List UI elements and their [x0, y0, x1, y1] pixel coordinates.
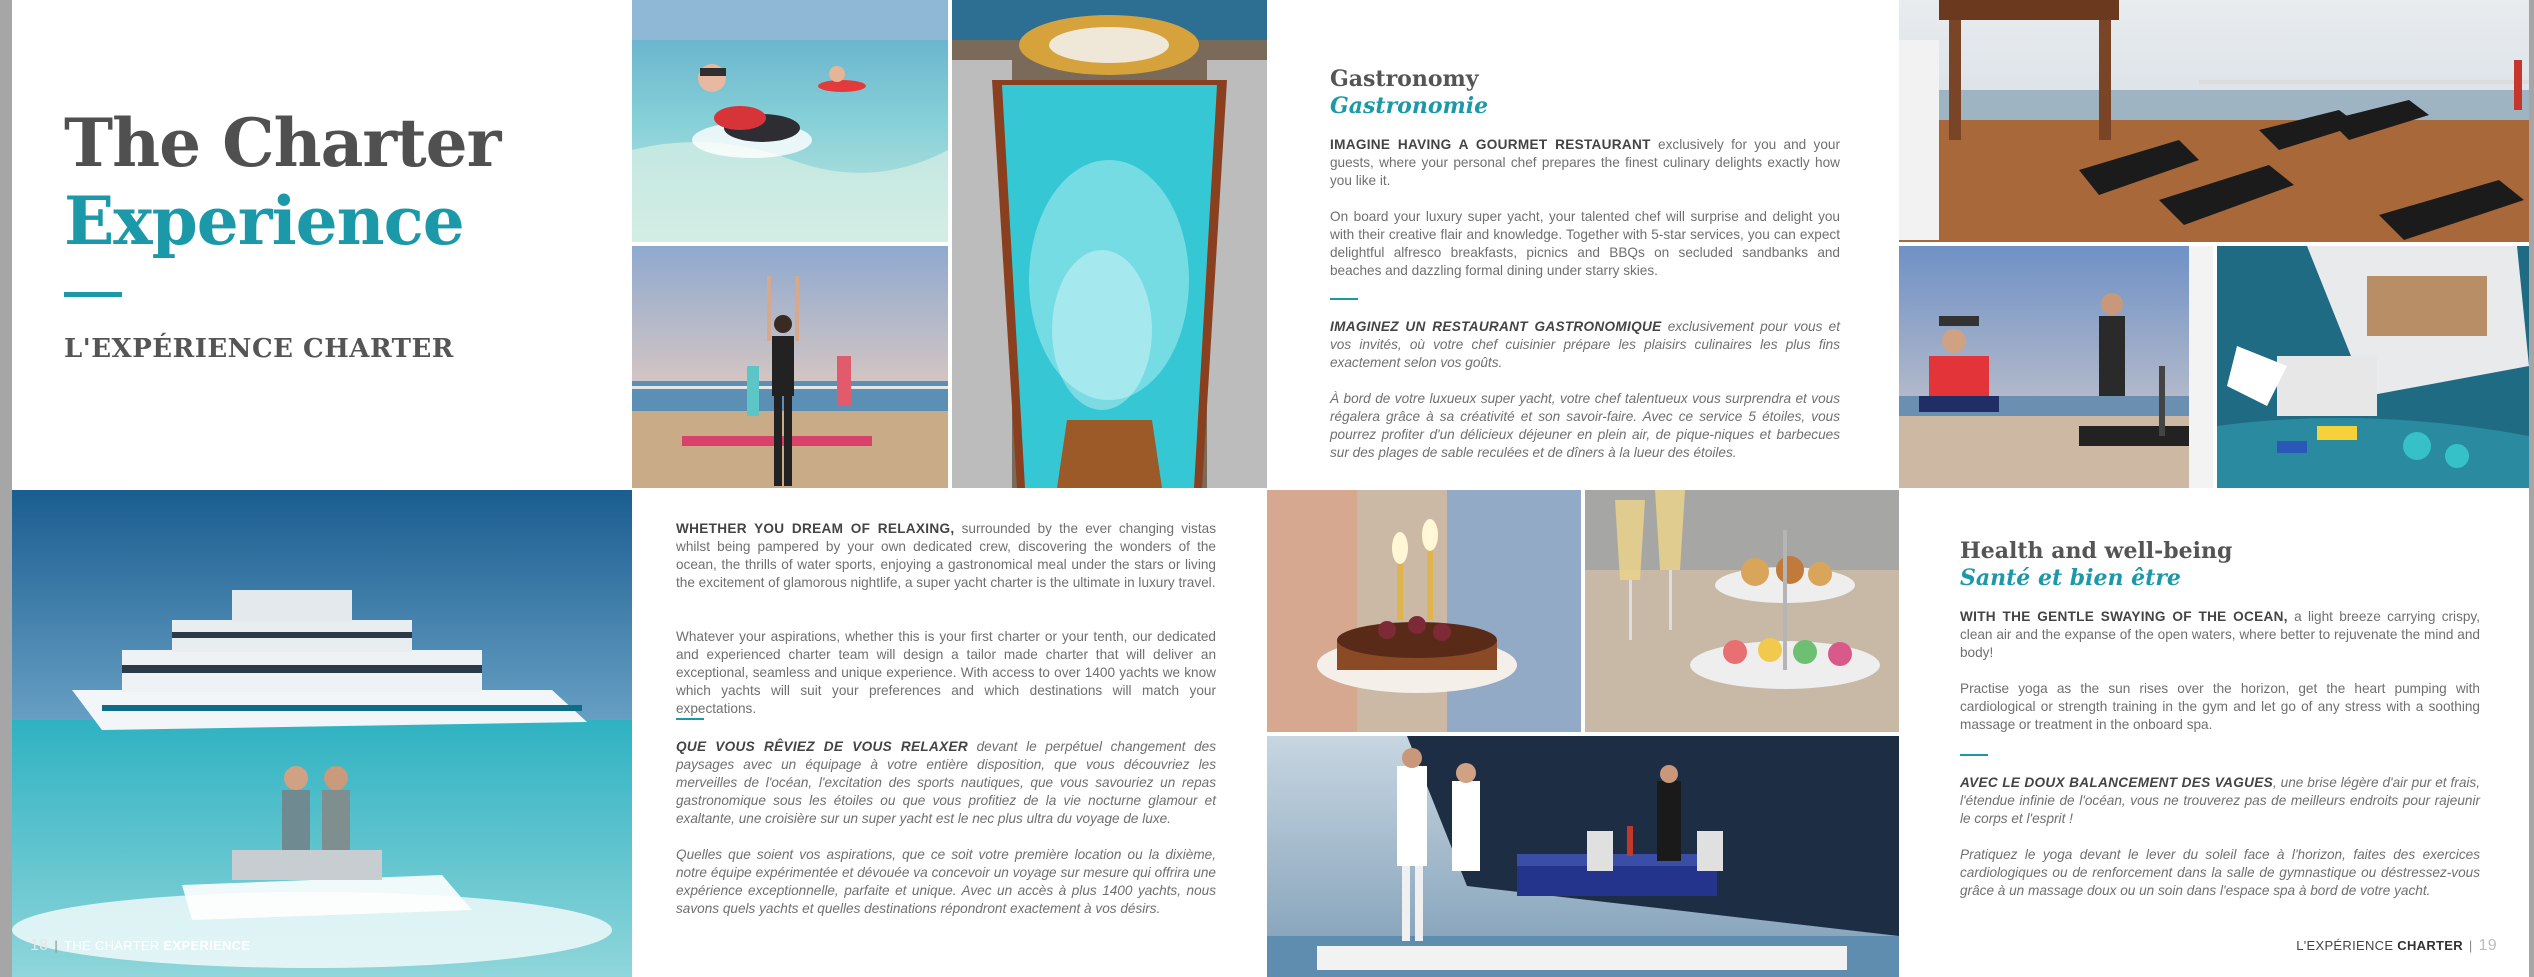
- gastronomy-body-en: exclusively for you and your guests, where your personal chef prepares the finest culinary delights exactly how you like it.: [1330, 137, 1840, 188]
- photo-deck-gym: [1899, 246, 2213, 488]
- health-lead-en: WITH THE GENTLE SWAYING OF THE OCEAN,: [1960, 609, 2288, 624]
- gastronomy-paragraph-3: [1330, 318, 1840, 372]
- intro-body-en: surrounded by the ever changing vistas whilst being pampered by your own dedicated crew, discovering the wonders of the ocean, the thrills of water sports, enjoying a gastronomical meal under the stars or living the excitement of glamorous nightlife, a super yacht charter is the ultimate in luxury travel.: [676, 521, 1216, 590]
- health-divider: [1960, 754, 1988, 756]
- photo-crew-dining: [1267, 736, 1899, 977]
- photo-superyacht-jetski: [12, 490, 632, 977]
- gastronomy-paragraph-2: On board your luxury super yacht, your talented chef will surprise and delight you with their creative flair and knowledge. Together with 5-star services, you can expect delightful alfresco breakfasts, picnics and BBQs on secluded sandbanks and beaches and dazzling formal dining under starry skies.: [1330, 209, 1840, 278]
- intro-paragraph-3: [676, 738, 1216, 828]
- intro-lead-fr: QUE VOUS RÊVIEZ DE VOUS RELAXER: [676, 739, 968, 754]
- intro-body-fr: devant le perpétuel changement des paysages avec un équipage à votre entière disposition, que vous découvriez les merveilles de l'océan, l'excitation des sports nautiques, que vous savouriez un repas gastronomique sous les étoiles ou que vous profitiez de la vie nocturne glamour et exaltante, une croisière sur un super yacht est le nec plus ultra du voyage de luxe.: [676, 739, 1216, 826]
- photo-seabob-swimmer: [632, 0, 948, 242]
- title-french: L'EXPÉRIENCE CHARTER: [64, 334, 454, 364]
- health-heading-fr: Santé et bien être: [1960, 565, 2181, 591]
- intro-paragraph-2: Whatever your aspirations, whether this is your first charter or your tenth, our dedicated and experienced charter team will design a tailor made charter that will deliver an exceptional, seamless and unique experience. With access to over 1400 yachts we know which yachts will suit your preferences and which destinations will match your expectations.: [676, 629, 1216, 716]
- intro-divider: [676, 718, 704, 720]
- health-paragraph-1: [1960, 608, 2480, 662]
- folio-left: 18 | THE CHARTER EXPERIENCE: [30, 937, 251, 954]
- intro-paragraph-1: [676, 520, 1216, 592]
- page-number-left: 18: [30, 937, 49, 954]
- health-body-en: a light breeze carrying crispy, clean air and the expanse of the open waters, where better to rejuvenate the mind and body!: [1960, 609, 2480, 660]
- photo-deck-lounge: [1899, 0, 2529, 242]
- gastronomy-divider: [1330, 298, 1358, 300]
- folio-label-bold-left: EXPERIENCE: [163, 938, 251, 953]
- intro-paragraph-4: Quelles que soient vos aspirations, que ce soit votre première location ou la dixième, notre équipe expérimentée et dévouée va concevoir un voyage sur mesure qui offrira une expérience exceptionnelle, parfaite et unique. Avec un accès à plus 1400 yachts, nous savons quels yachts et quelles destinations répondront exactement à vos désirs.: [676, 847, 1216, 916]
- title-line-2: Experience: [64, 182, 464, 260]
- title-line-1: The Charter: [64, 104, 501, 182]
- health-paragraph-3: [1960, 774, 2480, 828]
- photo-afternoon-tea: [1585, 490, 1899, 732]
- health-body-fr: , une brise légère d'air pur et frais, l'étendue infinie de l'océan, vous ne trouverez pas de meilleurs endroits pour rajeunir le corps et l'esprit !: [1960, 775, 2480, 826]
- page-number-right: 19: [2478, 937, 2497, 954]
- folio-right: L'EXPÉRIENCE CHARTER | 19: [2296, 937, 2497, 954]
- intro-lead-en: WHETHER YOU DREAM OF RELAXING,: [676, 521, 955, 536]
- left-page: [12, 0, 1267, 977]
- gastronomy-paragraph-4: À bord de votre luxueux super yacht, votre chef talentueux vous surprendra et vous régalera grâce à sa créativité et son savoir-faire. Avec ce service 5 étoiles, vous pourrez profiter d'un délicieux déjeuner en plein air, de pique-niques et barbecues sur des plages de sable reculées et de dîners à la lueur des étoiles.: [1330, 391, 1840, 460]
- gastronomy-heading-en: Gastronomy: [1330, 66, 1479, 92]
- gastronomy-heading-fr: Gastronomie: [1330, 93, 1489, 119]
- gastronomy-lead-fr: IMAGINEZ UN RESTAURANT GASTRONOMIQUE: [1330, 319, 1662, 334]
- gastronomy-lead-en: IMAGINE HAVING A GOURMET RESTAURANT: [1330, 137, 1651, 152]
- health-paragraph-2: Practise yoga as the sun rises over the horizon, get the heart pumping with cardiological or strength training in the gym and let go of any stress with a soothing massage or treatment in the onboard spa.: [1960, 681, 2480, 732]
- folio-label-right: L'EXPÉRIENCE: [2296, 938, 2394, 953]
- photo-yacht-watertoys: [2217, 246, 2529, 488]
- gastronomy-body-fr: exclusivement pour vous et vos invités, où votre chef cuisinier prépare les plaisirs culinaires les plus fins exactement selon vos goûts.: [1330, 319, 1840, 370]
- photo-yacht-pool: [952, 0, 1267, 488]
- folio-label-bold-right: CHARTER: [2397, 938, 2463, 953]
- health-lead-fr: AVEC LE DOUX BALANCEMENT DES VAGUES: [1960, 775, 2273, 790]
- title-accent-rule: [64, 292, 122, 297]
- folio-label-left: THE CHARTER: [64, 938, 160, 953]
- health-paragraph-4: Pratiquez le yoga devant le lever du soleil face à l'horizon, faites des exercices cardiologiques ou de renforcement dans la salle de gymnastique ou déstressez-vous grâce à un massage doux ou un soin dans l'espace spa à bord de votre yacht.: [1960, 847, 2480, 898]
- right-page: [1267, 0, 2529, 977]
- photo-birthday-cake: [1267, 490, 1581, 732]
- health-heading-en: Health and well-being: [1960, 538, 2233, 564]
- photo-yoga-deck: [632, 246, 948, 488]
- gastronomy-paragraph-1: [1330, 136, 1840, 190]
